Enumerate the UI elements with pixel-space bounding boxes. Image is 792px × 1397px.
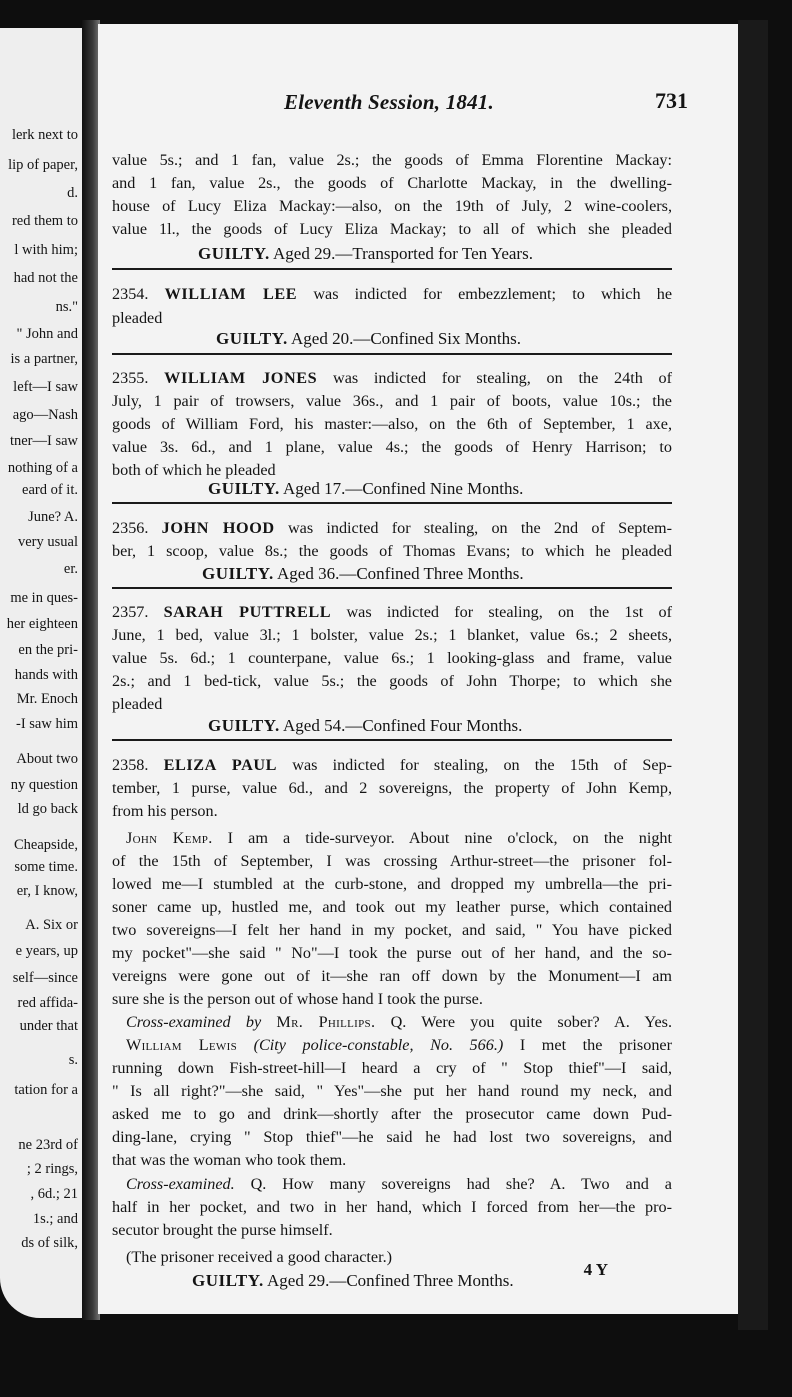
verdict-sentence: Aged 17.—Confined Nine Months. [283,479,524,498]
section-rule [112,587,672,589]
facing-page-text-fragment: About two [16,751,78,767]
facing-page-text-fragment: lip of paper, [8,157,78,173]
facing-page-text-fragment: self—since [12,970,78,986]
text-line: value 1l., the goods of Lucy Eliza Mackay; to all of which she pleaded [112,220,672,238]
page-number: 731 [655,88,688,113]
defendant-name: SARAH PUTTRELL [163,603,332,621]
defendant-name: WILLIAM LEE [164,285,298,303]
text-line: asked me to go and drink—shortly after the prosecutor came down Pud- [112,1105,672,1123]
facing-page-text-fragment: Mr. Enoch [16,691,78,707]
facing-page-text-fragment: ne 23rd of [18,1137,78,1153]
book-edge [738,20,768,1330]
verdict-word: GUILTY. [208,716,280,735]
section-rule [112,268,672,270]
case-heading-line [112,286,672,302]
facing-page-text-fragment: , 6d.; 21 [30,1186,78,1202]
cross-examination-line [126,1014,672,1030]
facing-page-text-fragment: June? A. [28,509,78,525]
facing-page-text-fragment: er, I know, [16,883,78,899]
verdict-sentence: Aged 20.—Confined Six Months. [291,329,521,348]
facing-page-text-fragment: hands with [14,667,78,683]
facing-page-text-fragment: s. [68,1052,78,1068]
defendant-name: WILLIAM JONES [164,369,318,387]
text-line: and 1 fan, value 2s., the goods of Charlotte Mackay, in the dwelling- [112,174,672,192]
book-page [98,24,738,1314]
case-text: was indicted for embezzlement; to which he [313,285,673,303]
facing-page-text-fragment: 1s.; and [32,1211,78,1227]
facing-page-text-fragment: " John and [16,326,78,342]
text-line: July, 1 pair of trowsers, value 36s., and 1 pair of boots, value 10s.; the [112,392,672,410]
case-number: 2358. [112,756,149,774]
cross-label: Cross-examined by [126,1013,262,1031]
running-head: Eleventh Session, 1841. [284,90,494,114]
case-heading-line [112,604,672,620]
facing-page-text-fragment: -I saw him [15,716,78,732]
verdict [202,565,524,582]
text-line: vereigns were gone out of it—she ran off down by the Monument—I am [112,967,672,985]
text-line: secutor brought the purse himself. [112,1221,333,1239]
verdict [192,1272,514,1289]
testimony-line [126,1037,672,1053]
text-line: half in her pocket, and two in her hand, which I forced from her—the pro- [112,1198,672,1216]
text-line: pleaded [112,309,163,327]
facing-page-text-fragment: er. [63,561,78,577]
testimony-text: I am a tide-surveyor. About nine o'clock, on the night [227,829,673,847]
case-text: was indicted for stealing, on the 2nd of Septem- [287,519,673,537]
verdict [198,245,533,262]
cross-label: Cross-examined. [126,1175,235,1193]
verdict [208,717,522,734]
verdict-word: GUILTY. [192,1271,264,1290]
facing-page-text-fragment: nothing of a [7,460,78,476]
facing-page-text-fragment: me in ques- [10,590,78,606]
facing-page-text-fragment: ny question [10,777,78,793]
counsel-name: Mr. Phillips. [276,1013,376,1031]
verdict-sentence: Aged 54.—Confined Four Months. [283,716,523,735]
facing-page-text-fragment: tner—I saw [9,433,78,449]
character-note: (The prisoner received a good character.) [126,1248,393,1266]
section-rule [112,739,672,741]
text-line: value 5s. 6d.; 1 counterpane, value 6s.; 1 looking-glass and frame, value [112,649,672,667]
cross-text: Q. How many sovereigns had she? A. Two and a [250,1175,672,1193]
text-line: running down Fish-street-hill—I heard a cry of " Stop thief"—I said, [112,1059,672,1077]
verdict-word: GUILTY. [202,564,274,583]
facing-page-text-fragment: very usual [18,534,78,550]
facing-page-text-fragment: red them to [11,213,78,229]
verdict-word: GUILTY. [216,329,288,348]
text-line: 2s.; and 1 bed-tick, value 5s.; the goods of John Thorpe; to which she [112,672,672,690]
text-line: lowed me—I stumbled at the curb-stone, and dropped my umbrella—the pri- [112,875,672,893]
text-line: ber, 1 scoop, value 8s.; the goods of Thomas Evans; to which he pleaded [112,542,672,560]
facing-page-text-fragment: had not the [13,270,78,286]
facing-page-text-fragment: her eighteen [6,616,78,632]
defendant-name: JOHN HOOD [161,519,275,537]
verdict [216,330,521,347]
section-rule [112,502,672,504]
text-line: sure she is the person out of whose hand I took the purse. [112,990,483,1008]
facing-page-text-fragment: under that [19,1018,78,1034]
case-number: 2357. [112,603,149,621]
text-line: tember, 1 purse, value 6d., and 2 sovereigns, the property of John Kemp, [112,779,672,797]
facing-page-fragment [0,28,82,1318]
facing-page-text-fragment: tation for a [14,1082,78,1098]
facing-page-text-fragment: Cheapside, [13,837,78,853]
text-line: two sovereigns—I felt her hand in my pocket, and said, " You have picked [112,921,672,939]
facing-page-text-fragment: ; 2 rings, [26,1161,78,1177]
case-text: was indicted for stealing, on the 1st of [346,603,672,621]
verdict-sentence: Aged 29.—Confined Three Months. [267,1271,514,1290]
text-line: value 3s. 6d., and 1 plane, value 4s.; the goods of Henry Harrison; to [112,438,672,456]
text-line: from his person. [112,802,218,820]
verdict-word: GUILTY. [208,479,280,498]
text-line: " Is all right?"—she said, " Yes"—she put her hand round my neck, and [112,1082,672,1100]
facing-page-text-fragment: eard of it. [22,482,78,498]
text-line: pleaded [112,695,163,713]
facing-page-text-fragment: d. [67,185,78,201]
cross-examination-line [126,1176,672,1192]
facing-page-text-fragment: is a partner, [10,351,78,367]
text-line: of the 15th of September, I was crossing Arthur-street—the prisoner fol- [112,852,672,870]
text-line: goods of William Ford, his master:—also, on the 6th of September, 1 axe, [112,415,672,433]
witness-title: (City police-constable, No. 566.) [253,1036,504,1054]
defendant-name: ELIZA PAUL [163,756,278,774]
case-heading-line [112,370,672,386]
text-line: that was the woman who took them. [112,1151,347,1169]
facing-page-text-fragment: left—I saw [13,379,78,395]
verdict-sentence: Aged 29.—Transported for Ten Years. [273,244,533,263]
verdict [208,480,523,497]
signature-mark: 4 Y [583,1260,608,1279]
page-header [98,84,738,124]
text-line: June, 1 bed, value 3l.; 1 bolster, value 2s.; 1 blanket, value 6s.; 2 sheets, [112,626,672,644]
text-line: my pocket"—she said " No"—I took the purse out of her hand, and the so- [112,944,672,962]
verdict-sentence: Aged 36.—Confined Three Months. [277,564,524,583]
verdict-word: GUILTY. [198,244,270,263]
case-number: 2356. [112,519,149,537]
facing-page-text-fragment: some time. [14,859,78,875]
facing-page-text-fragment: lerk next to [11,127,78,143]
facing-page-text-fragment: ds of silk, [21,1235,78,1251]
case-number: 2355. [112,369,149,387]
text-line: both of which he pleaded [112,461,276,479]
facing-page-text-fragment: red affida- [17,995,78,1011]
section-rule [112,353,672,355]
case-heading-line [112,757,672,773]
facing-page-text-fragment: e years, up [15,943,78,959]
testimony-line [126,830,672,846]
text-line: ding-lane, crying " Stop thief"—he said he had lost two sovereigns, and [112,1128,672,1146]
facing-page-text-fragment: ns." [55,299,78,315]
witness-name: John Kemp. [126,829,213,847]
witness-name: William Lewis [126,1036,237,1054]
case-number: 2354. [112,285,149,303]
text-line: value 5s.; and 1 fan, value 2s.; the goods of Emma Florentine Mackay: [112,151,672,169]
case-text: was indicted for stealing, on the 15th of Sep- [292,756,672,774]
facing-page-text-fragment: ld go back [17,801,78,817]
facing-page-text-fragment: l with him; [14,242,78,258]
text-line: house of Lucy Eliza Mackay:—also, on the 19th of July, 2 wine-coolers, [112,197,672,215]
testimony-text: I met the prisoner [519,1036,672,1054]
text-line: soner came up, hustled me, and took out my leather purse, which contained [112,898,672,916]
facing-page-text-fragment: ago—Nash [12,407,78,423]
case-heading-line [112,520,672,536]
cross-text: Q. Were you quite sober? A. Yes. [390,1013,672,1031]
facing-page-text-fragment: en the pri- [18,642,78,658]
case-text: was indicted for stealing, on the 24th of [333,369,673,387]
facing-page-text-fragment: A. Six or [25,917,78,933]
